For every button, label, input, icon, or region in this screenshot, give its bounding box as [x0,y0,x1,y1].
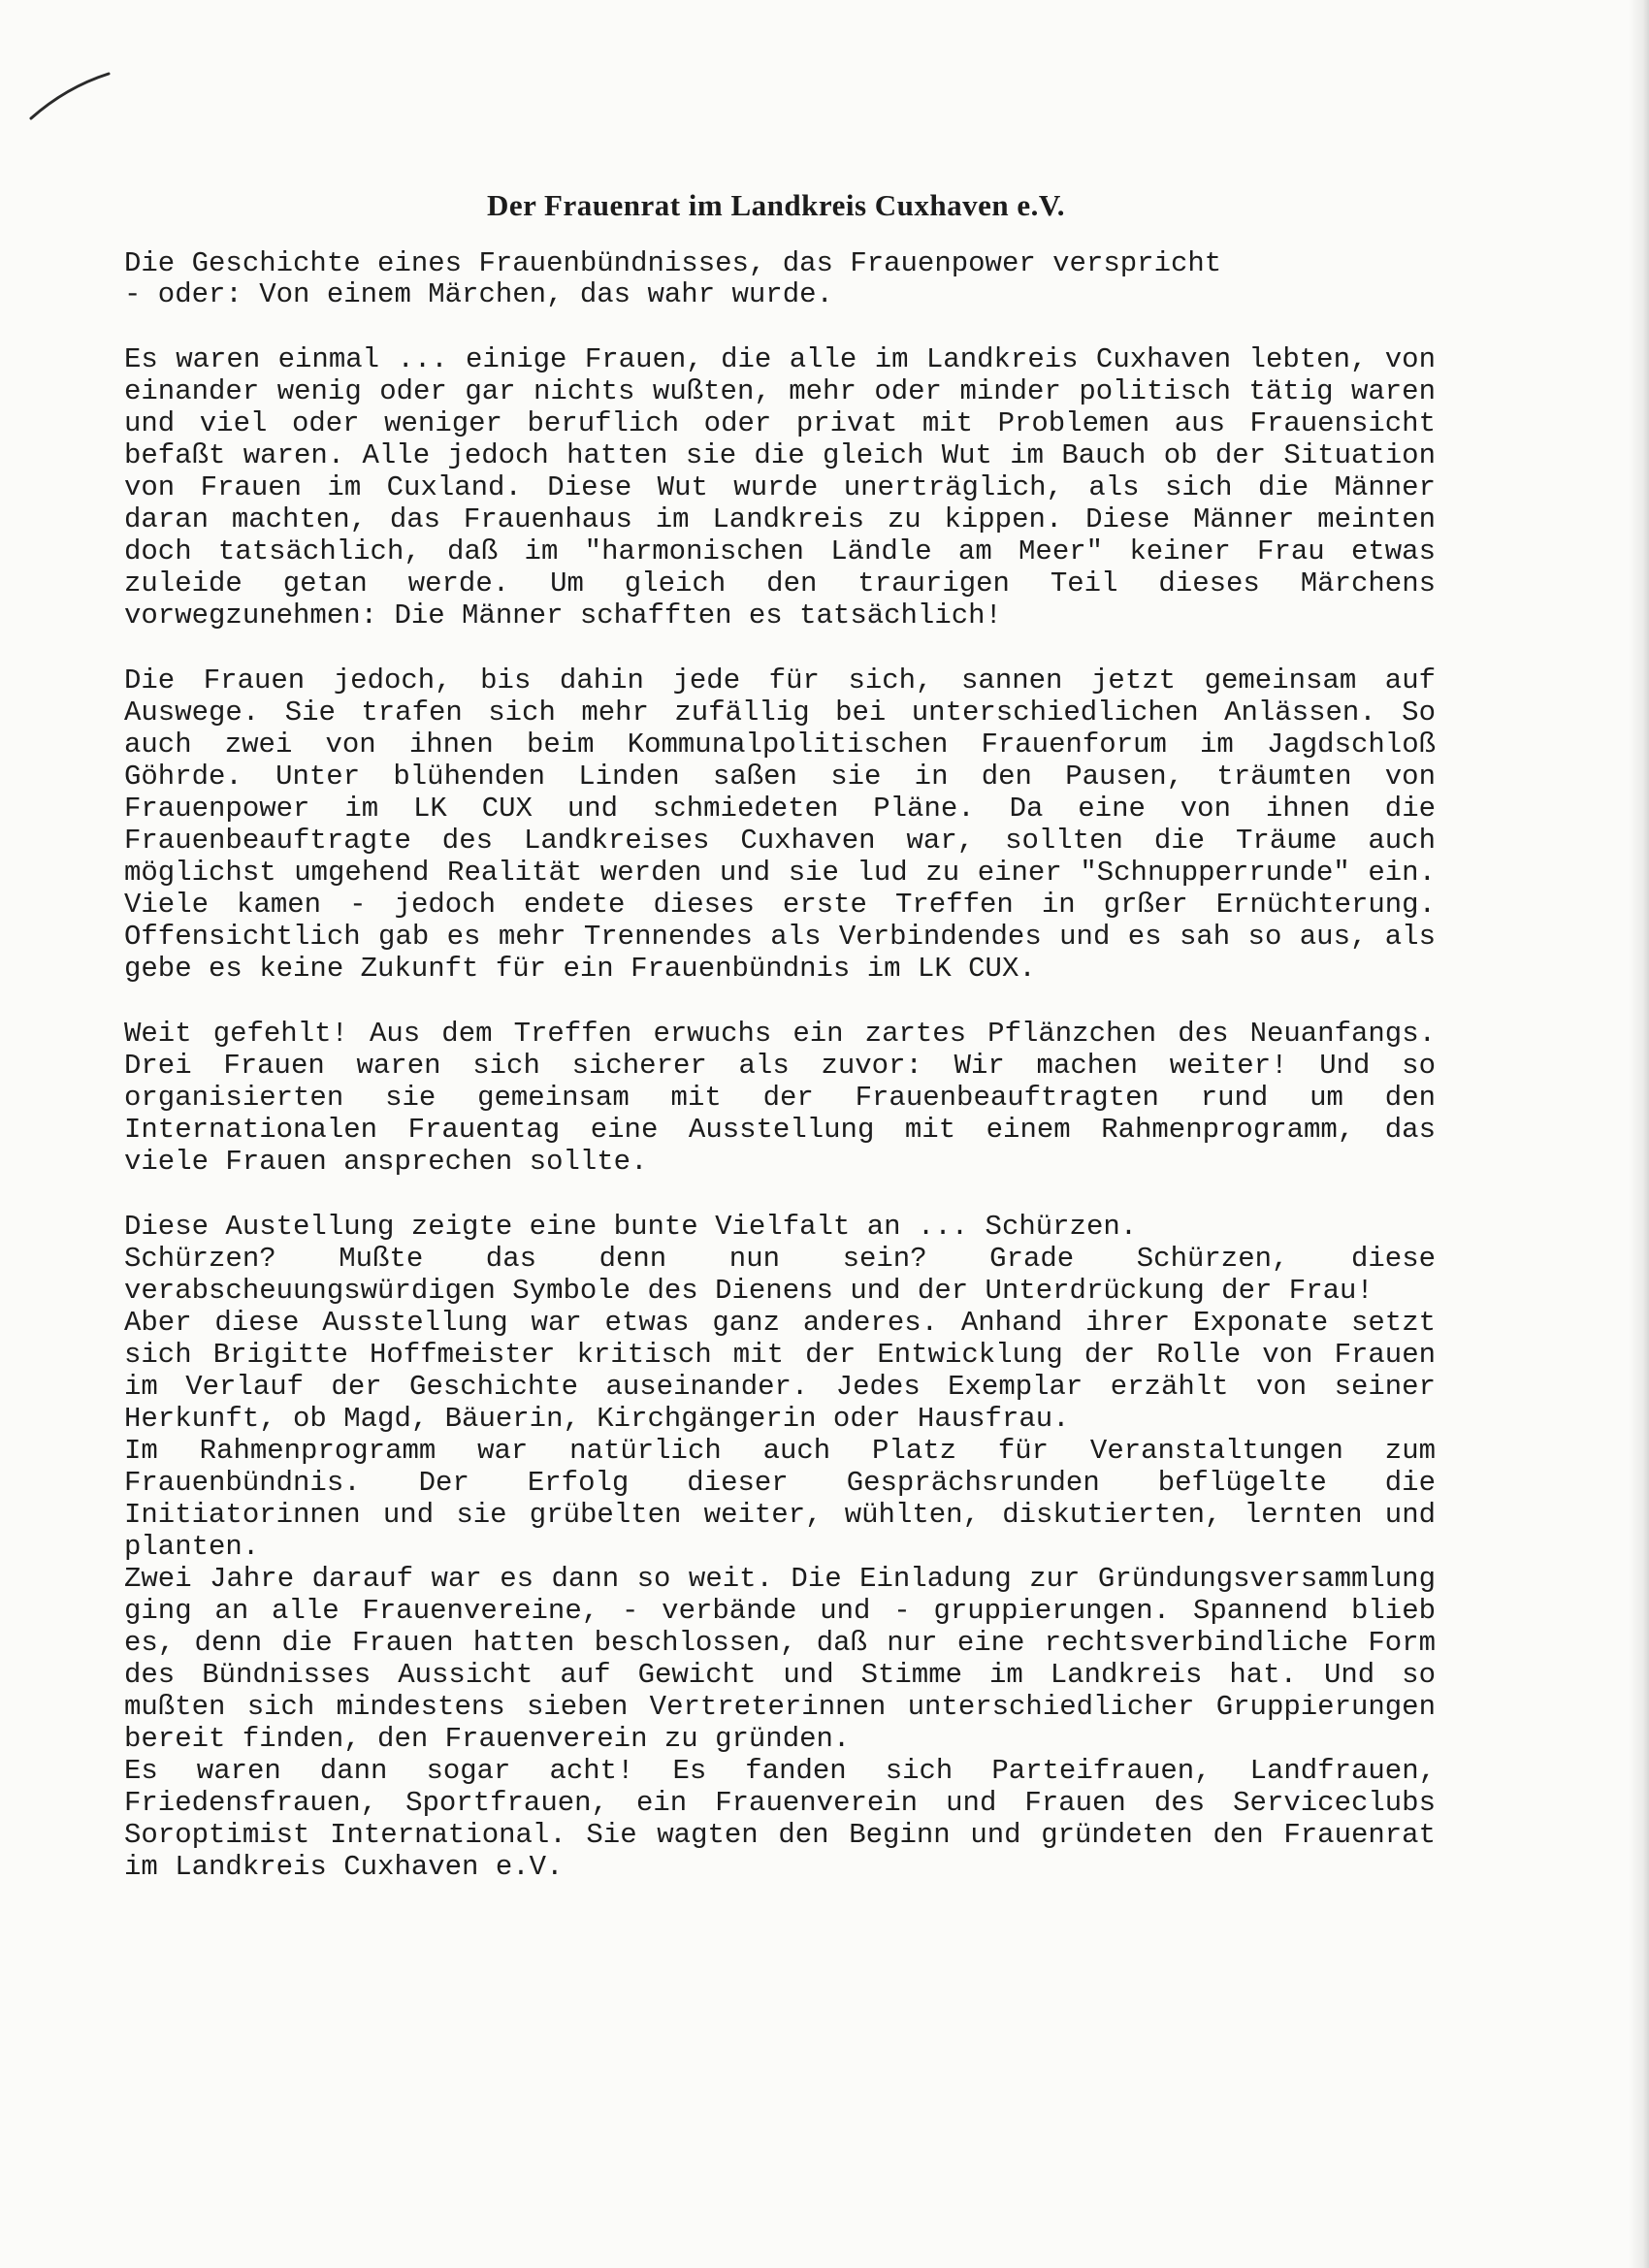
paragraph-3: Weit gefehlt! Aus dem Treffen erwuchs ein zartes Pflänzchen des Neuanfangs. Drei Frauen waren sich sicherer als zuvor: Wir machen weiter! Und so organisierten sie gemeinsam mit der Frauenbeauftragten rund um den Internationalen Frauentag eine Ausstellung mit einem Rahmenprogramm, das viele Frauen ansprechen sollte. [124,1018,1436,1178]
pen-stroke-mark [27,58,124,136]
subtitle-line-1: Die Geschichte eines Frauenbündnisses, das Frauenpower verspricht [124,247,1222,279]
subtitle-line-2: - oder: Von einem Märchen, das wahr wurde. [124,278,833,310]
document-subtitle [124,248,1436,310]
document-body [124,248,1436,1883]
paragraph-6: Aber diese Ausstellung war etwas ganz anderes. Anhand ihrer Exponate setzt sich Brigitte Hoffmeister kritisch mit der Entwicklung der Rolle von Frauen im Verlauf der Geschichte auseinander. Jedes Exemplar erzählt von seiner Herkunft, ob Magd, Bäuerin, Kirchgängerin oder Hausfrau. [124,1307,1436,1435]
document-title: Der Frauenrat im Landkreis Cuxhaven e.V. [486,188,1066,222]
paragraph-7: Im Rahmenprogramm war natürlich auch Platz für Veranstaltungen zum Frauenbündnis. Der Erfolg dieser Gesprächsrunden beflügelte die Initiatorinnen und sie grübelten weiter, wühlten, diskutierten, lernten und planten. [124,1435,1436,1563]
paragraph-9: Es waren dann sogar acht! Es fanden sich Parteifrauen, Landfrauen, Friedensfrauen, Sportfrauen, ein Frauenverein und Frauen des Serviceclubs Soroptimist International. Sie wagten den Beginn und gründeten den Frauenrat im Landkreis Cuxhaven e.V. [124,1755,1436,1883]
page-edge-shadow [1628,0,1649,2268]
paragraph-5: Schürzen? Mußte das denn nun sein? Grade Schürzen, diese verabscheuungswürdigen Symbole des Dienens und der Unterdrückung der Frau! [124,1243,1436,1307]
paragraph-8: Zwei Jahre darauf war es dann so weit. Die Einladung zur Gründungsversammlung ging an alle Frauenvereine, - verbände und - gruppierungen. Spannend blieb es, denn die Frauen hatten beschlossen, daß nur eine rechtsverbindliche Form des Bündnisses Aussicht auf Gewicht und Stimme im Landkreis hat. Und so mußten sich mindestens sieben Vertreterinnen unterschiedlicher Gruppierungen bereit finden, den Frauenverein zu gründen. [124,1563,1436,1755]
paragraph-1: Es waren einmal ... einige Frauen, die alle im Landkreis Cuxhaven lebten, von einander wenig oder gar nichts wußten, mehr oder minder politisch tätig waren und viel oder weniger beruflich oder privat mit Problemen aus Frauensicht befaßt waren. Alle jedoch hatten sie die gleich Wut im Bauch ob der Situation von Frauen im Cuxland. Diese Wut wurde unerträglich, als sich die Männer daran machten, das Frauenhaus im Landkreis zu kippen. Diese Männer meinten doch tatsächlich, daß im "harmonischen Ländle am Meer" keiner Frau etwas zuleide getan werde. Um gleich den traurigen Teil dieses Märchens vorwegzunehmen: Die Männer schafften es tatsächlich! [124,343,1436,632]
paragraph-4: Diese Austellung zeigte eine bunte Vielfalt an ... Schürzen. [124,1211,1138,1243]
paragraph-2: Die Frauen jedoch, bis dahin jede für sich, sannen jetzt gemeinsam auf Auswege. Sie trafen sich mehr zufällig bei unterschiedlichen Anlässen. So auch zwei von ihnen beim Kommunalpolitischen Frauenforum im Jagdschloß Göhrde. Unter blühenden Linden saßen sie in den Pausen, träumten von Frauenpower im LK CUX und schmiedeten Pläne. Da eine von ihnen die Frauenbeauftragte des Landkreises Cuxhaven war, sollten die Träume auch möglichst umgehend Realität werden und sie lud zu einer "Schnupperrunde" ein. Viele kamen - jedoch endete dieses erste Treffen in grßer Ernüchterung. Offensichtlich gab es mehr Trennendes als Verbindendes und es sah so aus, als gebe es keine Zukunft für ein Frauenbündnis im LK CUX. [124,664,1436,985]
